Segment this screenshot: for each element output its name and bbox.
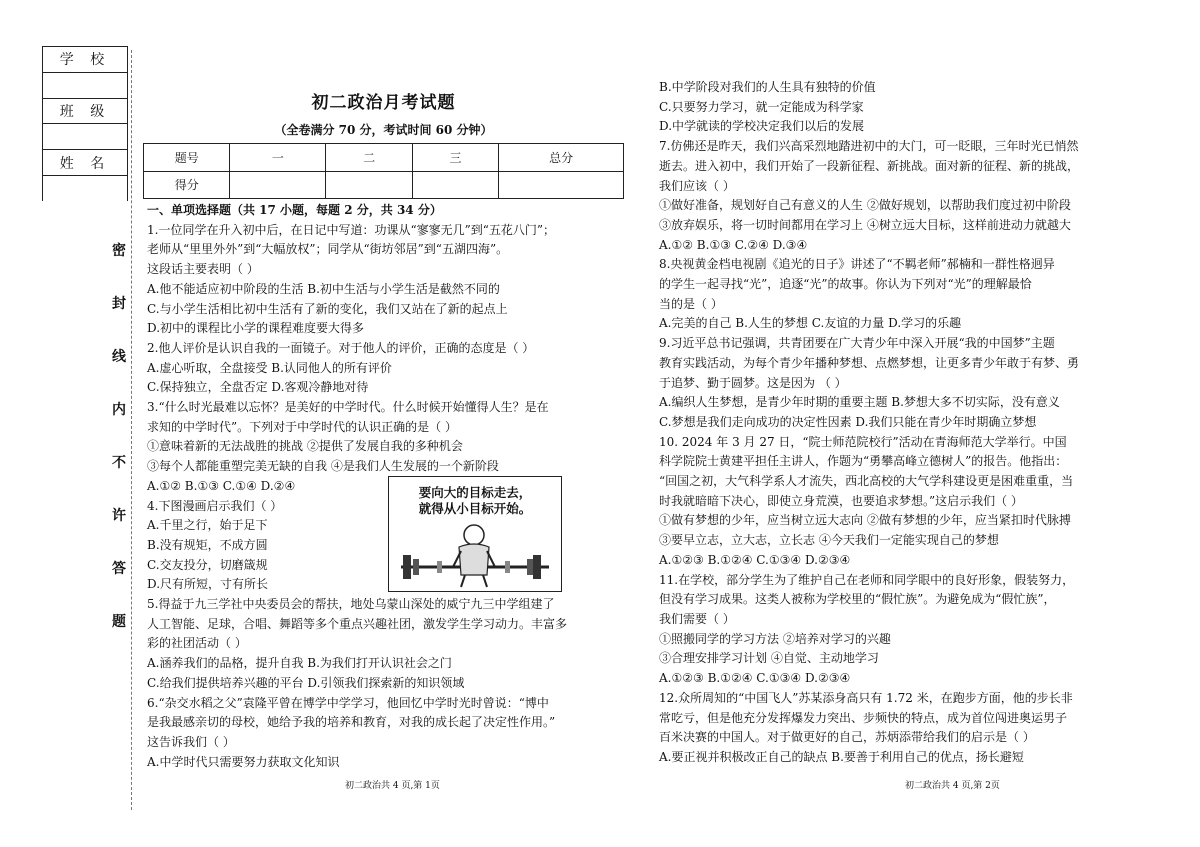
question-line: D.中学就读的学校决定我们以后的发展	[659, 119, 865, 134]
question-line: ③放弃娱乐，将一切时间都用在学习上 ④树立远大目标，这样前进动力就越大	[659, 217, 1071, 232]
name-field[interactable]	[43, 176, 127, 202]
question-line: 1.一位同学在升入初中后，在日记中写道：功课从“寥寥无几”到“五花八门”；	[147, 222, 555, 237]
right-question-column	[659, 78, 1159, 768]
score-header-cell: 一	[230, 144, 326, 172]
student-info-box	[42, 46, 128, 201]
question-line: C.交友投分，切磨箴规	[147, 557, 268, 572]
question-line: B.中学阶段对我们的人生具有独特的价值	[659, 80, 876, 94]
question-line: 彩的社团活动（ ）	[147, 636, 247, 651]
seal-char: 许	[112, 508, 126, 524]
question-line: 6.“杂交水稻之父”袁隆平曾在博学中学学习，他回忆中学时光时曾说：“博中	[147, 695, 549, 710]
seal-char: 封	[112, 296, 126, 312]
question-line: C.给我们提供培养兴趣的平台 D.引领我们探索新的知识领域	[147, 675, 465, 690]
question-line: 7.仿佛还是昨天，我们兴高采烈地踏进初中的大门，可一眨眼，三年时光已悄然	[659, 139, 1079, 154]
score-cell[interactable]	[499, 171, 624, 199]
question-line: 12.众所周知的“中国飞人”苏某添身高只有 1.72 米，在跑步方面，他的步长非	[659, 690, 1073, 705]
weightlifting-comic	[388, 476, 562, 592]
question-line: 于追梦、勤于圆梦。这是因为 （ ）	[659, 375, 847, 390]
name-label: 姓 名	[43, 150, 127, 176]
class-field[interactable]	[43, 124, 127, 150]
exam-subtitle: （全卷满分 70 分，考试时间 60 分钟）	[274, 123, 493, 137]
question-line: 是我最感亲切的母校，她给予我的培养和教育，对我的成长起了决定性作用。”	[147, 715, 556, 730]
question-line: 8.央视黄金档电视剧《追光的日子》讲述了“不羁老师”郝楠和一群性格迥异	[659, 257, 1055, 272]
question-line: C.保持独立，全盘否定 D.客观冷静地对待	[147, 380, 369, 395]
exam-title: 初二政治月考试题	[311, 93, 456, 113]
question-line: 百米决赛的中国人。对于做更好的自己，苏炳添带给我们的启示是（ ）	[659, 730, 1035, 745]
footer-page-2: 初二政治共 4 页,第 2页	[905, 781, 1000, 791]
seal-char: 答	[112, 561, 126, 577]
question-line: 4.下图漫画启示我们（ ）	[147, 498, 283, 513]
question-line: A.他不能适应初中阶段的生活 B.初中生活与小学生活是截然不同的	[147, 281, 500, 296]
question-line: A.①② B.①③ C.①④ D.②④	[147, 478, 296, 493]
weightlifter-drawing	[389, 477, 563, 593]
question-line: A.虚心听取，全盘接受 B.认同他人的所有评价	[147, 360, 392, 375]
question-line: 但没有学习成果。这类人被称为学校里的“假忙族”。为避免成为“假忙族”，	[659, 592, 1056, 607]
question-line: 这段话主要表明（ ）	[147, 262, 259, 277]
footer-page-1: 初二政治共 4 页,第 1页	[345, 781, 440, 791]
question-line: A.编织人生梦想，是青少年时期的重要主题 B.梦想大多不切实际，没有意义	[659, 395, 1060, 410]
question-line: 10. 2024 年 3 月 27 日，“院士师范院校行”活动在青海师范大学举行。中国	[659, 434, 1067, 449]
question-line: A.中学时代只需要努力获取文化知识	[147, 754, 340, 769]
question-line: 我们需要（ ）	[659, 611, 735, 626]
question-line: ①照搬同学的学习方法 ②培养对学习的兴趣	[659, 631, 891, 646]
question-line: 这告诉我们（ ）	[147, 734, 235, 749]
question-line: ③合理安排学习计划 ④自觉、主动地学习	[659, 651, 879, 666]
question-line: A.要正视并积极改正自己的缺点 B.要善于利用自己的优点，扬长避短	[659, 749, 1024, 764]
score-row-label: 得分	[144, 171, 230, 199]
question-line: A.完美的自己 B.人生的梦想 C.友谊的力量 D.学习的乐趣	[659, 316, 962, 331]
question-line: 当的是（ ）	[659, 296, 723, 311]
seal-line	[131, 50, 132, 810]
score-cell[interactable]	[230, 171, 326, 199]
question-line: C.梦想是我们走向成功的决定性因素 D.我们只能在青少年时期确立梦想	[659, 414, 1037, 429]
seal-char: 线	[112, 349, 126, 365]
question-line: C.与小学生活相比初中生活有了新的变化，我们又站在了新的起点上	[147, 301, 508, 316]
class-label: 班 级	[43, 99, 127, 125]
question-line: A.千里之行，始于足下	[147, 518, 268, 533]
seal-char: 题	[112, 614, 126, 630]
question-line: ③每个人都能重塑完美无缺的自我 ④是我们人生发展的一个新阶段	[147, 459, 499, 474]
comic-caption-line: 就得从小目标开始。	[418, 501, 532, 516]
question-line: ①做有梦想的少年，应当树立远大志向 ②做有梦想的少年，应当紧扣时代脉搏	[659, 513, 1071, 528]
question-line: 逝去。进入初中，我们开始了一段新征程、新挑战。面对新的征程、新的挑战，	[659, 158, 1080, 173]
score-table-score-row	[144, 171, 624, 199]
question-line: 5.得益于九三学社中央委员会的帮扶，地处乌蒙山深处的威宁九三中学组建了	[147, 597, 555, 612]
question-line: 时我就暗暗下决心，即使立身荒漠，也要追求梦想。”这启示我们（ ）	[659, 493, 1023, 508]
score-table-header-row	[144, 144, 624, 172]
question-line: 3.“什么时光最难以忘怀？是美好的中学时代。什么时候开始懂得人生？是在	[147, 400, 549, 415]
question-line: 常吃亏，但是他充分发挥爆发力突出、步频快的特点，成为首位闯进奥运男子	[659, 710, 1068, 725]
score-table	[143, 143, 624, 199]
score-header-cell: 二	[326, 144, 412, 172]
comic-caption-line: 要向大的目标走去，	[418, 485, 532, 500]
question-line: 9.习近平总书记强调，共青团要在广大青少年中深入开展“我的中国梦”主题	[659, 336, 1055, 351]
score-header-cell: 总分	[499, 144, 624, 172]
question-line: 2.他人评价是认识自我的一面镜子。对于他人的评价，正确的态度是（ ）	[147, 340, 535, 355]
question-line: A.①②③ B.①②④ C.①③④ D.②③④	[659, 552, 851, 567]
question-line: ①意味着新的无法战胜的挑战 ②提供了发展自我的多种机会	[147, 439, 463, 454]
question-line: 求知的中学时代”。下列对于中学时代的认识正确的是（ ）	[147, 419, 457, 434]
question-line: 的学生一起寻找“光”，追逐“光”的故事。你认为下列对“光”的理解最恰	[659, 277, 1032, 292]
question-line: ①做好准备，规划好自己有意义的人生 ②做好规划，以帮助我们度过初中阶段	[659, 198, 1071, 213]
section-heading: 一、单项选择题（共 17 小题，每题 2 分，共 34 分）	[147, 203, 442, 217]
question-line: “回国之初，大气科学系人才流失，西北高校的大气学科建设更是困难重重，当	[659, 474, 1074, 489]
question-line: 11.在学校，部分学生为了维护自己在老师和同学眼中的良好形象，假装努力，	[659, 572, 1075, 587]
score-cell[interactable]	[326, 171, 412, 199]
question-line: 科学院院士黄建平担任主讲人，作题为“勇攀高峰立德树人”的报告。他指出：	[659, 454, 1068, 469]
question-line: D.尺有所短，寸有所长	[147, 577, 269, 592]
question-line: D.初中的课程比小学的课程难度要大得多	[147, 321, 365, 336]
question-line: ③要早立志，立大志，立长志 ④今天我们一定能实现自己的梦想	[659, 533, 999, 548]
question-line: A.涵养我们的品格，提升自我 B.为我们打开认识社会之门	[147, 656, 452, 671]
seal-char: 密	[112, 243, 126, 259]
question-line: C.只要努力学习，就一定能成为科学家	[659, 99, 864, 114]
question-line: B.没有规矩，不成方圆	[147, 537, 268, 552]
score-header-cell: 三	[412, 144, 498, 172]
seal-char: 不	[112, 455, 126, 471]
score-cell[interactable]	[412, 171, 498, 199]
question-line: A.①②③ B.①②④ C.①③④ D.②③④	[659, 671, 851, 686]
seal-char: 内	[112, 402, 126, 418]
school-field[interactable]	[43, 73, 127, 99]
question-line: A.①② B.①③ C.②④ D.③④	[659, 237, 808, 252]
school-label: 学 校	[43, 47, 127, 73]
score-header-cell: 题号	[144, 144, 230, 172]
question-line: 我们应该（ ）	[659, 178, 735, 193]
seal-notice	[108, 240, 130, 664]
question-line: 老师从“里里外外”到“大幅放权”；同学从“街坊邻居”到“五湖四海”。	[147, 242, 509, 257]
question-line: 人工智能、足球，合唱、舞蹈等多个重点兴趣社团，激发学生学习动力。丰富多	[147, 616, 568, 631]
question-line: 教育实践活动，为每个青少年播种梦想、点燃梦想，让更多青少年敢于有梦、勇	[659, 355, 1080, 370]
